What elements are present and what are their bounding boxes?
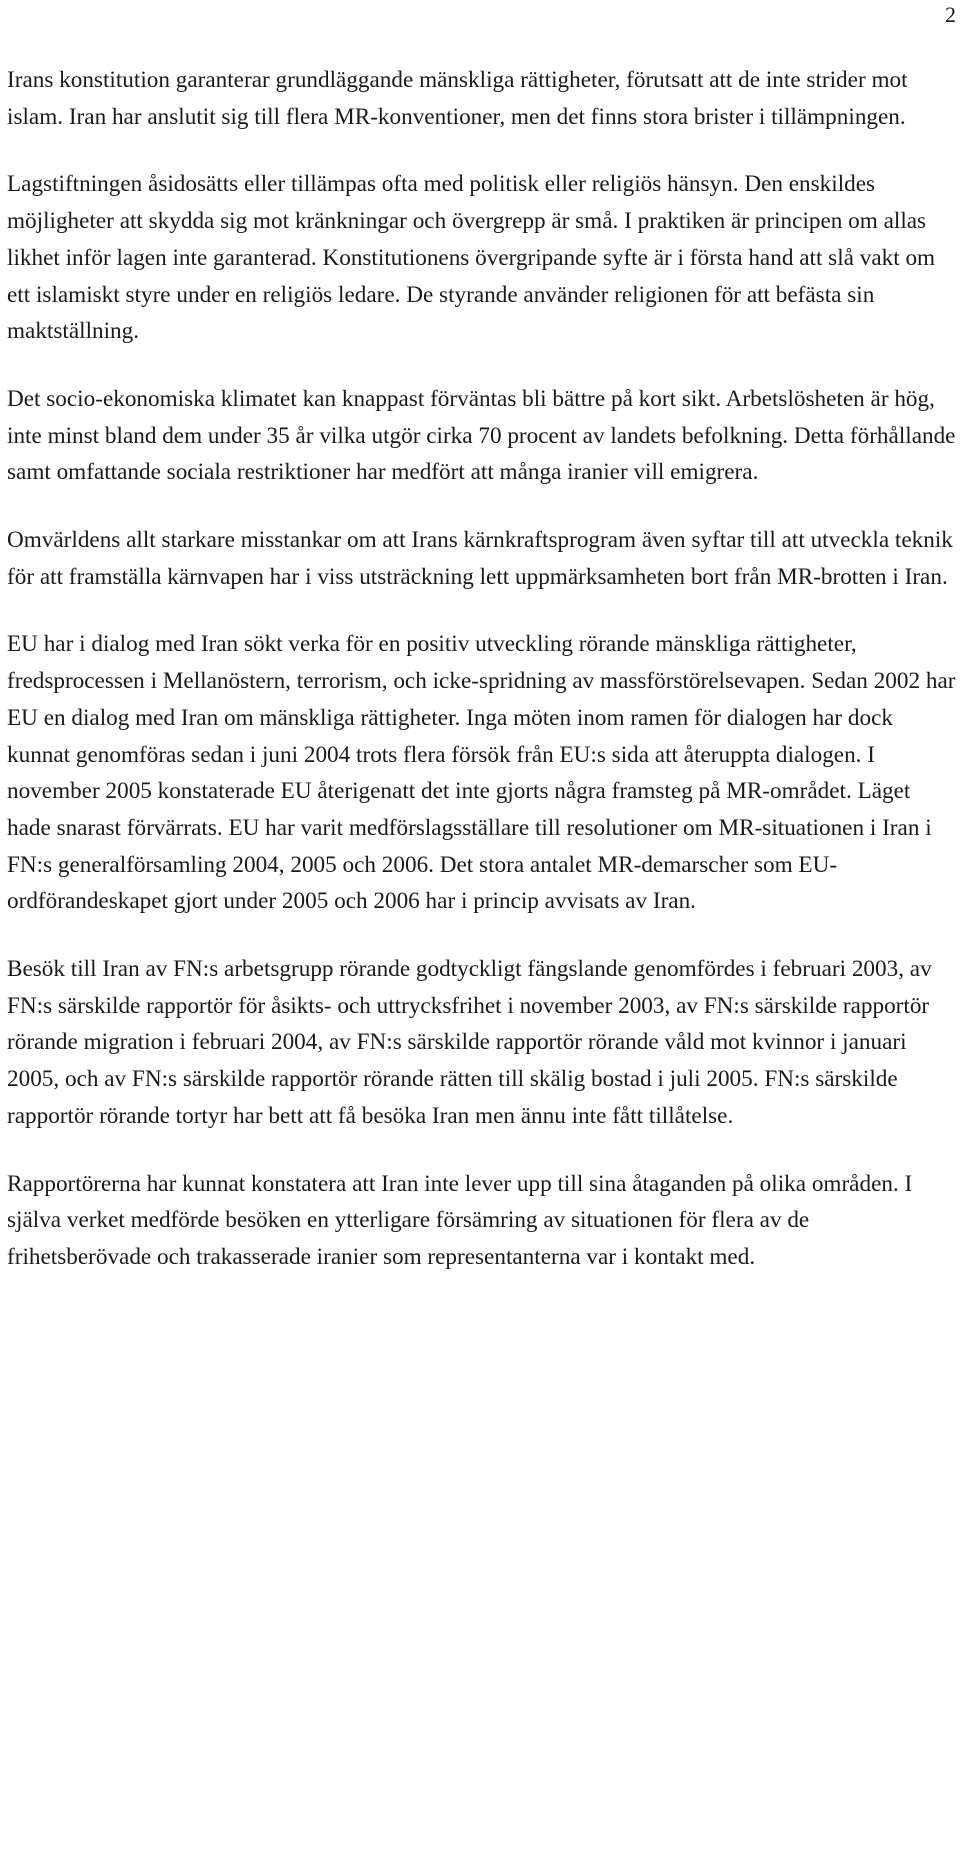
- page-number: 2: [945, 2, 956, 27]
- paragraph: Irans konstitution garanterar grundläggande mänskliga rättigheter, förutsatt att de inte strider mot islam. Iran har anslutit sig till flera MR-konventioner, men det finns stora brister i tillämpningen.: [7, 67, 908, 130]
- paragraph: Rapportörerna har kunnat konstatera att Iran inte lever upp till sina åtaganden på olika områden. I själva verket medförde besöken en ytterligare försämring av situationen för flera av de frihetsberövade och trakasserade iranier som representanterna var i kontakt med.: [7, 1170, 913, 1270]
- paragraph: EU har i dialog med Iran sökt verka för en positiv utveckling rörande mänskliga rättigheter, fredsprocessen i Mellanöstern, terrorism, och icke-spridning av massförstörelsevapen. Sedan 2002 har EU en dialog med Iran om mänskliga rättigheter. Inga möten inom ramen för dialogen har dock kunnat genomföras sedan i juni 2004 trots flera försök från EU:s sida att återuppta dialogen. I november 2005 konstaterade EU återigenatt det inte gjorts några framsteg på MR-området. Läget hade snarast förvärrats. EU har varit medförslagsställare till resolutioner om MR-situationen i Iran i FN:s generalförsamling 2004, 2005 och 2006. Det stora antalet MR-demarscher som EU-ordförandeskapet gjort under 2005 och 2006 har i princip avvisats av Iran.: [7, 631, 956, 915]
- paragraph: Besök till Iran av FN:s arbetsgrupp rörande godtyckligt fängslande genomfördes i februari 2003, av FN:s särskilde rapportör för åsikts- och uttrycksfrihet i november 2003, av FN:s särskilde rapportör rörande migration i februari 2004, av FN:s särskilde rapportör rörande våld mot kvinnor i januari 2005, och av FN:s särskilde rapportör rörande rätten till skälig bostad i juli 2005. FN:s särskilde rapportör rörande tortyr har bett att få besöka Iran men ännu inte fått tillåtelse.: [7, 956, 932, 1129]
- paragraph: Lagstiftningen åsidosätts eller tillämpas ofta med politisk eller religiös hänsyn. Den enskildes möjligheter att skydda sig mot kränkningar och övergrepp är små. I praktiken är principen om allas likhet inför lagen inte garanterad. Konstitutionens övergripande syfte är i första hand att slå vakt om ett islamiskt styre under en religiös ledare. De styrande använder religionen för att befästa sin maktställning.: [7, 171, 936, 345]
- document-body: [7, 62, 959, 1276]
- paragraph: Det socio-ekonomiska klimatet kan knappast förväntas bli bättre på kort sikt. Arbetslösheten är hög, inte minst bland dem under 35 år vilka utgör cirka 70 procent av landets befolkning. Detta förhållande samt omfattande sociala restriktioner har medfört att många iranier vill emigrera.: [7, 385, 956, 486]
- paragraph: Omvärldens allt starkare misstankar om att Irans kärnkraftsprogram även syftar till att utveckla teknik för att framställa kärnvapen har i viss utsträckning lett uppmärksamheten bort från MR-brotten i Iran.: [7, 527, 953, 590]
